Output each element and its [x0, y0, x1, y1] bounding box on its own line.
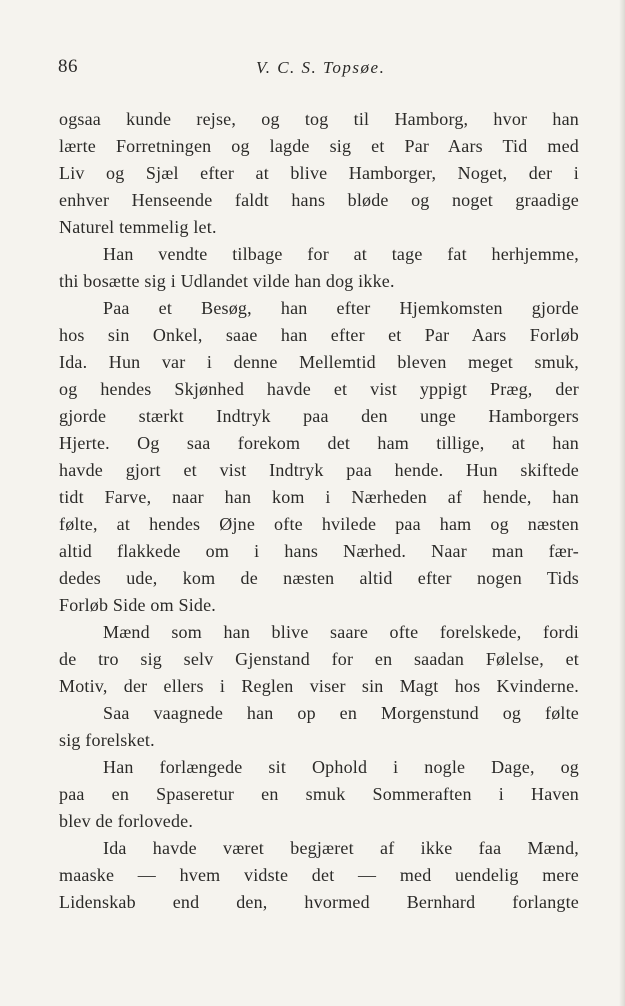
text-line: thi bosætte sig i Udlandet vilde han dog ikke.: [59, 271, 395, 291]
text-line: maaske — hvem vidste det — med uendelig mere: [59, 865, 579, 885]
text-line: sig forelsket.: [59, 730, 155, 750]
text-line: Naturel temmelig let.: [59, 217, 217, 237]
text-line: lærte Forretningen og lagde sig et Par Aars Tid med: [59, 136, 579, 156]
text-line: enhver Henseende faldt hans bløde og noget graadige: [59, 190, 579, 210]
text-line: dedes ude, kom de næsten altid efter nogen Tids: [59, 568, 579, 588]
text-line: Ida havde været begjæret af ikke faa Mænd,: [103, 838, 579, 858]
text-line: gjorde stærkt Indtryk paa den unge Hamborgers: [59, 406, 579, 426]
running-head: V. C. S. Topsøe.: [256, 58, 386, 77]
page-header: [58, 56, 578, 86]
text-line: Lidenskab end den, hvormed Bernhard forlangte: [59, 892, 579, 912]
text-line: altid flakkede om i hans Nærhed. Naar man fær-: [59, 541, 579, 561]
text-line: Paa et Besøg, han efter Hjemkomsten gjorde: [103, 298, 579, 318]
text-line: havde gjort et vist Indtryk paa hende. Hun skiftede: [59, 460, 579, 480]
text-line: Han vendte tilbage for at tage fat herhjemme,: [103, 244, 579, 264]
page-edge: [619, 0, 625, 1006]
text-line: blev de forlovede.: [59, 811, 194, 831]
text-line: følte, at hendes Øjne ofte hvilede paa ham og næsten: [59, 514, 579, 534]
text-line: Liv og Sjæl efter at blive Hamborger, Noget, der i: [59, 163, 579, 183]
text-line: ogsaa kunde rejse, og tog til Hamborg, hvor han: [59, 109, 579, 129]
text-line: paa en Spaseretur en smuk Sommeraften i Haven: [59, 784, 579, 804]
text-line: de tro sig selv Gjenstand for en saadan Følelse, et: [59, 649, 579, 669]
text-line: Ida. Hun var i denne Mellemtid bleven meget smuk,: [59, 352, 579, 372]
text-line: Hjerte. Og saa forekom det ham tillige, at han: [59, 433, 579, 453]
text-line: tidt Farve, naar han kom i Nærheden af hende, han: [59, 487, 579, 507]
text-line: og hendes Skjønhed havde et vist yppigt Præg, der: [59, 379, 579, 399]
page-number: 86: [58, 56, 78, 77]
text-line: Motiv, der ellers i Reglen viser sin Magt hos Kvinderne.: [59, 676, 579, 696]
text-line: hos sin Onkel, saae han efter et Par Aars Forløb: [59, 325, 579, 345]
text-line: Han forlængede sit Ophold i nogle Dage, og: [103, 757, 579, 777]
body-text: [59, 106, 579, 916]
text-line: Saa vaagnede han op en Morgenstund og følte: [103, 703, 579, 723]
text-line: Mænd som han blive saare ofte forelskede, fordi: [103, 622, 579, 642]
text-line: Forløb Side om Side.: [59, 595, 217, 615]
